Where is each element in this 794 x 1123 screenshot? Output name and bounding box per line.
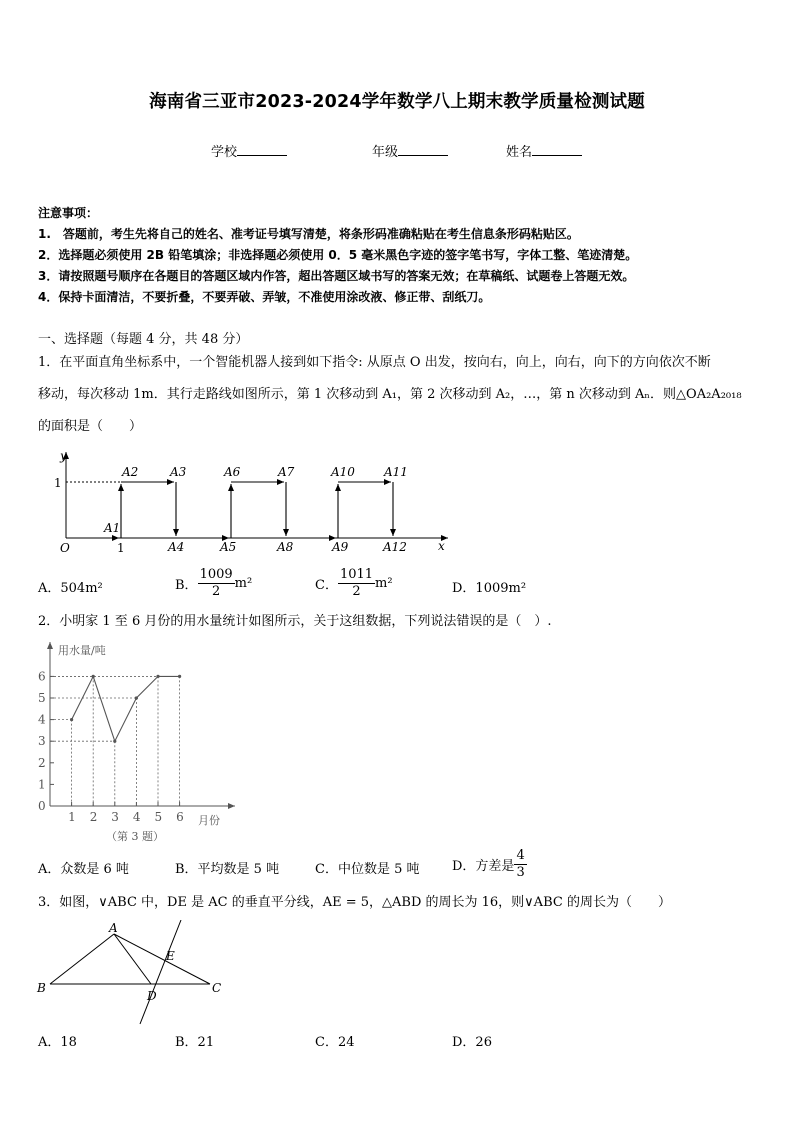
school-field [211,141,287,160]
chart-y-tick-label: 0 [38,799,46,813]
notes-item: 2．选择题必须使用 2B 铅笔填涂；非选择题必须使用 0．5 毫米黑色字迹的签字笔书写，字体工整、笔迹清楚。 [38,248,638,262]
point-label: A5 [220,540,237,554]
q1-option-c-unit: m² [375,576,393,591]
point-label: A6 [224,465,241,479]
segment-ac [114,934,210,984]
grade-blank[interactable] [398,143,448,156]
point-label: A4 [168,540,185,554]
notes-heading: 注意事项： [38,206,99,220]
chart-series-line [72,676,180,741]
origin-label: O [60,541,70,555]
chart-x-tick-label: 5 [154,810,163,824]
q1-option-b-prefix: B． [175,578,198,593]
point-e-label: E [166,949,175,963]
chart-data-point [178,675,181,678]
x-axis-label: x [438,539,445,553]
chart-y-tick-label: 4 [38,712,46,727]
denominator: 3 [516,865,525,880]
point-label: A1 [104,521,121,535]
q1-option-c[interactable] [315,567,393,600]
numerator: 1009 [199,567,233,582]
q1-option-b[interactable] [175,567,252,600]
chart-data-point [135,696,138,699]
q1-option-b-unit: m² [234,576,253,591]
vertex-b-label: B [37,981,46,995]
vertex-a-label: A [109,921,118,935]
q1-path-figure [40,446,460,558]
q2-option-c[interactable]: C．中位数是 5 吨 [315,862,420,877]
q2-option-a[interactable]: A．众数是 6 吨 [38,862,129,877]
chart-data-point [113,740,116,743]
y-axis-label: y [60,449,67,463]
denominator: 2 [352,584,361,599]
vertex-c-label: C [212,981,222,995]
q2-option-d-prefix: D．方差是 [452,859,515,874]
chart-data-point [156,675,159,678]
q2-option-b[interactable]: B．平均数是 5 吨 [175,862,280,877]
notes-item: 3．请按照题号顺序在各题目的答题区域内作答，超出答题区域书写的答案无效；在草稿纸、试题卷上答题无效。 [38,269,635,283]
q1-line-1: 1．在平面直角坐标系中，一个智能机器人接到如下指令: 从原点 O 出发，按向右，向上，向右，向下的方向依次不断 [38,355,711,370]
chart-x-tick-label: 1 [68,810,76,824]
chart-y-tick-label: 3 [38,734,46,749]
numerator: 1011 [339,567,374,582]
chart-x-tick-label: 2 [89,810,98,824]
name-blank[interactable] [532,143,582,156]
point-label: A8 [277,540,294,554]
point-label: A10 [331,465,355,479]
q3-option-a[interactable]: A．18 [38,1035,77,1050]
point-label: A7 [278,465,295,479]
y-tick-1: 1 [54,476,62,490]
point-label: A12 [383,540,407,554]
page-title: 海南省三亚市2023-2024学年数学八上期末教学质量检测试题 [149,92,645,112]
point-label: A3 [170,465,187,479]
point-label: A9 [332,540,349,554]
notes-item: 1. 答题前，考生先将自己的姓名、准考证号填写清楚，将条形码准确粘贴在考生信息条形码粘贴区。 [38,227,579,241]
x-tick-1: 1 [117,541,125,555]
q3-option-d[interactable]: D．26 [452,1035,492,1050]
notes-block [38,203,637,308]
question-3: 3．如图，∨ABC 中，DE 是 AC 的垂直平分线，AE = 5，△ABD 的周长为 16，则∨ABC 的周长为（ ） [38,895,671,910]
q1-option-d[interactable]: D．1009m² [452,581,527,596]
chart-x-tick-label: 4 [132,810,141,824]
question-1 [38,347,768,443]
perpendicular-bisector-de [140,920,181,1024]
q1-option-c-fraction [338,567,375,600]
chart-data-point [92,675,95,678]
name-field [506,141,582,160]
q2-water-usage-chart [30,638,240,848]
q3-option-c[interactable]: C．24 [315,1035,355,1050]
q1-line-3: 的面积是（ ） [38,419,143,434]
q1-option-b-fraction [198,567,235,600]
chart-y-tick-label: 6 [38,669,46,684]
chart-x-tick-label: 6 [176,810,184,824]
chart-caption: （第 3 题） [106,830,164,843]
point-label: A11 [384,465,408,479]
q3-triangle-figure [34,920,234,1030]
segment-ad [114,934,151,984]
question-2: 2．小明家 1 至 6 月份的用水量统计如图所示，关于这组数据，下列说法错误的是（ ）. [38,614,552,629]
chart-y-tick-label: 2 [38,755,46,770]
chart-y-label: 用水量/吨 [58,644,106,657]
q3-option-b[interactable]: B．21 [175,1035,215,1050]
point-label: A2 [122,465,139,479]
chart-y-tick-label: 1 [38,777,46,792]
q1-option-a[interactable]: A．504m² [38,581,103,596]
section-heading: 一、选择题（每题 4 分，共 48 分） [38,332,249,347]
q1-option-c-prefix: C． [315,578,338,593]
notes-item: 4．保持卡面清洁，不要折叠，不要弄破、弄皱，不准使用涂改液、修正带、刮纸刀。 [38,290,491,304]
point-d-label: D [147,989,157,1003]
segment-ab [50,934,114,984]
q2-option-d-fraction [514,848,526,881]
chart-x-tick-label: 3 [111,810,119,824]
school-label: 学校 [211,145,238,160]
grade-label: 年级 [372,145,399,160]
chart-x-label: 月份 [198,814,220,827]
chart-data-point [70,718,73,721]
q2-option-d[interactable] [452,848,527,881]
school-blank[interactable] [237,143,287,156]
name-label: 姓名 [506,145,533,160]
numerator: 4 [516,848,525,863]
denominator: 2 [211,584,221,599]
grade-field [372,141,448,160]
chart-y-tick-label: 5 [38,691,46,705]
q1-line-2: 移动，每次移动 1m．其行走路线如图所示，第 1 次移动到 A₁，第 2 次移动到 A₂，…，第 n 次移动到 Aₙ．则△OA₂A₂₀₁₈ [38,387,742,402]
